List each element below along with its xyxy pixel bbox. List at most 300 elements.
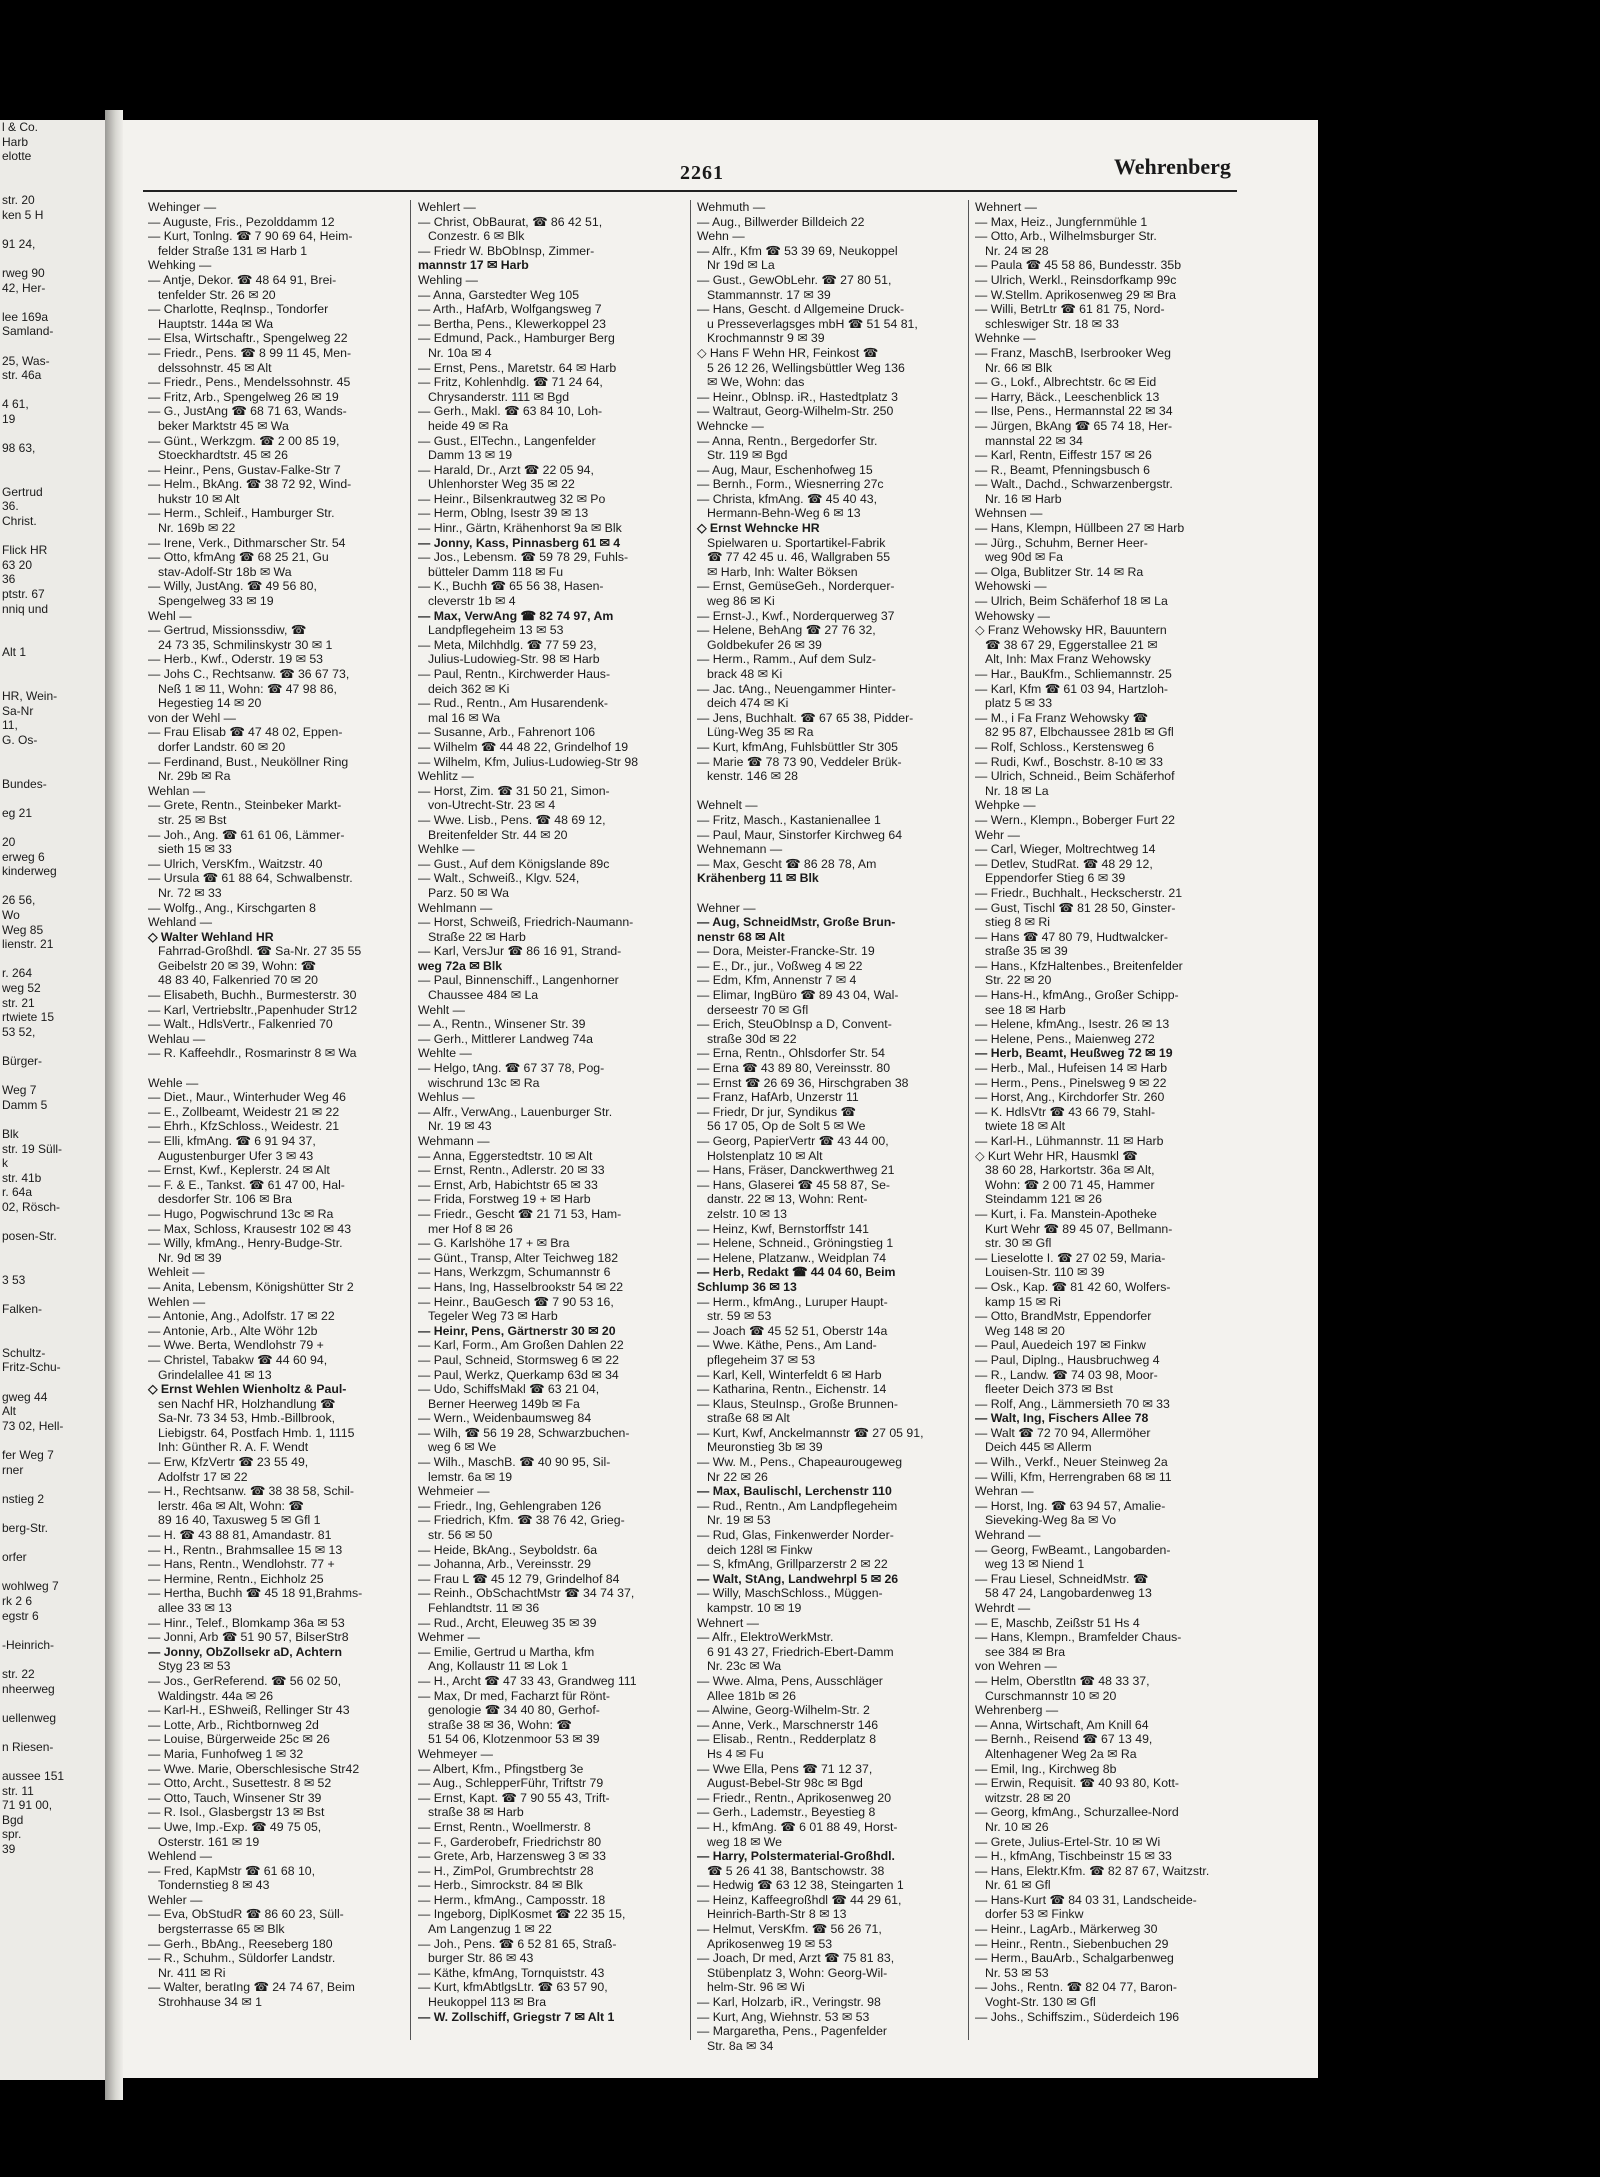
entry-continuation: ☎ 77 42 45 u. 46, Wallgraben 55 [707,550,891,565]
facing-page-text: rner [2,1462,24,1477]
surname-heading: Wehowski — [975,579,1047,594]
facing-page-text: 73 02, Hell- [2,1418,64,1433]
directory-entry: — Karl-H., Lühmannstr. 11 ✉ Harb [975,1134,1164,1148]
surname-heading: Wehncke — [697,418,764,433]
directory-entry: — Wwe. Berta, Wendlohstr 79 + [148,1338,324,1353]
entry-continuation: str. 56 ✉ 50 [428,1528,493,1543]
surname-heading: Wehpke — [975,798,1036,813]
directory-entry: — Wwe. Lisb., Pens. ☎ 48 69 12, [418,812,606,827]
facing-page-text: Christ. [2,514,37,529]
directory-entry: — R. Kaffeehdlr., Rosmarinstr 8 ✉ Wa [148,1046,357,1061]
entry-continuation: mal 16 ✉ Wa [428,710,501,725]
directory-entry: — Wolfg., Ang., Kirschgarten 8 [148,900,316,915]
entry-continuation: Louisen-Str. 110 ✉ 39 [985,1265,1105,1280]
directory-entry: — Herm., BauArb., Schalgarbenweg [975,1951,1174,1966]
surname-heading: Wehle — [148,1075,199,1090]
entry-continuation: deich 128l ✉ Finkw [707,1542,813,1557]
entry-continuation: Lüng-Weg 35 ✉ Ra [707,725,814,740]
facing-page-text: 25, Was- [2,353,50,368]
facing-page-text: eg 21 [2,805,33,820]
entry-continuation: Nr. 66 ✉ Blk [985,360,1053,375]
directory-entry: — Irene, Verk., Dithmarscher Str. 54 [148,535,346,550]
directory-entry: — Edm, Kfm, Annenstr 7 ✉ 4 [697,973,857,988]
facing-page-text [0,762,105,777]
directory-entry: — Louise, Bürgerweide 25c ✉ 26 [148,1732,330,1747]
directory-entry: weg 72a ✉ Blk [418,958,503,973]
entry-continuation: Eppendorfer Stieg 6 ✉ 39 [985,871,1126,886]
directory-entry: — Rudi, Kwf., Boschstr. 8-10 ✉ 33 [975,754,1164,769]
entry-continuation: dorfer Landstr. 60 ✉ 20 [158,739,286,754]
directory-entry: — Walt ☎ 72 70 94, Allermöher [975,1425,1151,1440]
directory-entry: — Gust., ElTechn., Langenfelder [418,433,596,448]
directory-entry: — W. Zollschiff, Griegstr 7 ✉ Alt 1 [418,2009,615,2024]
directory-entry [697,886,947,901]
entry-continuation: Hs 4 ✉ Fu [707,1746,764,1761]
facing-page-text [0,178,105,193]
directory-entry: — G., JustAng ☎ 68 71 63, Wands- [148,404,347,419]
surname-heading: Wehlen — [148,1294,206,1309]
entry-continuation: Straße 22 ✉ Harb [428,929,526,944]
directory-entry: — Max, Heiz., Jungfernmühle 1 [975,214,1148,229]
entry-continuation: Breitenfelder Str. 44 ✉ 20 [428,827,568,842]
directory-entry: — Fritz, Kohlenhdlg. ☎ 71 24 64, [418,375,603,390]
directory-entry: — Aug, SchneidMstr, Große Brun- [697,915,896,930]
entry-continuation: Hermann-Behn-Weg 6 ✉ 13 [707,506,861,521]
directory-entry: — Ernst, Arb, Habichtstr 65 ✉ 33 [418,1177,598,1192]
directory-column-3 [697,200,947,2053]
facing-page-text: ken 5 H [2,207,44,222]
directory-entry: — Kurt, kfmAbtlgsLtr. ☎ 63 57 90, [418,1980,608,1995]
surname-heading: Wehnke — [975,331,1036,346]
entry-continuation: Stübenplatz 3, Wohn: Georg-Wil- [707,1965,888,1980]
directory-entry: — Karl, Rentn, Eiffestr 157 ✉ 26 [975,448,1152,463]
entry-continuation: weg 6 ✉ We [428,1440,497,1455]
entry-continuation: Grindelallee 41 ✉ 13 [158,1367,272,1382]
entry-continuation: straße 38 ✉ Harb [428,1805,524,1820]
entry-continuation: stav-Adolf-Str 18b ✉ Wa [158,564,292,579]
entry-continuation: 24 73 35, Schmilinskystr 30 ✉ 1 [158,637,333,652]
facing-page-text: Sa-Nr [2,703,34,718]
surname-heading: Wehr — [975,827,1020,842]
directory-entry: — G. Karlshöhe 17 + ✉ Bra [418,1236,570,1251]
facing-page-text [0,675,105,690]
directory-entry: — Antonie, Arb., Alte Wöhr 12b [148,1323,318,1338]
directory-entry: — Helene, Pens., Maienweg 272 [975,1031,1155,1046]
surname-heading: Wehleit — [148,1265,205,1280]
directory-entry: — Bernh., Reisend ☎ 67 13 49, [975,1732,1153,1747]
directory-entry: — Rud., Rentn., Am Landpflegeheim [697,1498,898,1513]
directory-entry: — Hans, Elektr.Kfm. ☎ 82 87 67, Waitzstr. [975,1863,1210,1878]
directory-entry: — Hinr., Telef., Blomkamp 36a ✉ 53 [148,1615,345,1630]
entry-continuation: helm-Str. 96 ✉ Wi [707,1980,805,1995]
directory-entry: — H., Rentn., Brahmsallee 15 ✉ 13 [148,1542,343,1557]
directory-entry: — Willi, BetrLtr ☎ 61 81 75, Nord- [975,302,1165,317]
directory-entry: — Walt, Ing, Fischers Allee 78 [975,1411,1149,1426]
facing-page-text: Flick HR [2,543,48,558]
directory-entry: — Max, Dr med, Facharzt für Rönt- [418,1688,611,1703]
entry-continuation: Deich 445 ✉ Allerm [985,1440,1092,1455]
facing-page-text [0,1375,105,1390]
directory-entry: — Gust., Auf dem Königslande 89c [418,856,610,871]
entry-continuation: Steindamm 121 ✉ 26 [985,1192,1102,1207]
entry-continuation: Nr. 23c ✉ Wa [707,1659,782,1674]
page-number: 2261 [680,162,724,184]
surname-heading: Wehling — [418,272,478,287]
entry-continuation: ✉ We, Wohn: das [707,375,805,390]
directory-entry: — Gertrud, Missionssdiw, ☎ [148,623,307,638]
facing-page-text [0,821,105,836]
surname-heading: von Wehren — [975,1659,1057,1674]
surname-heading: Wehowsky — [975,608,1050,623]
facing-page-text: Damm 5 [2,1097,48,1112]
entry-continuation: Julius-Ludowieg-Str. 98 ✉ Harb [428,652,600,667]
entry-continuation: Fahrrad-Großhdl. ☎ Sa-Nr. 27 35 55 [158,944,362,959]
entry-continuation: see 18 ✉ Harb [985,1002,1066,1017]
directory-entry: — A., Rentn., Winsener Str. 39 [418,1017,586,1032]
directory-entry: — Jonny, ObZollsekr aD, Achtern [148,1644,343,1659]
entry-continuation: Neß 1 ✉ 11, Wohn: ☎ 47 98 86, [158,681,337,696]
directory-entry: — Herb, Redakt ☎ 44 04 60, Beim [697,1265,896,1280]
directory-entry: — Willy, kfmAng., Henry-Budge-Str. [148,1236,343,1251]
surname-heading: Wehlt — [418,1002,465,1017]
surname-heading: Wehlert — [418,200,476,214]
directory-entry: — Walter, beratIng ☎ 24 74 67, Beim [148,1980,355,1995]
directory-entry: — Hans-H., kfmAng., Großer Schipp- [975,988,1179,1003]
facing-page-text: Bürger- [2,1054,43,1068]
directory-entry: — Rud., Rentn., Am Husarendenk- [418,696,609,711]
directory-entry: — Jonny, Kass, Pinnasberg 61 ✉ 4 [418,535,621,550]
directory-entry: — Aug., SchlepperFühr, Triftstr 79 [418,1776,604,1791]
facing-page-text: uellenweg [2,1710,57,1725]
directory-entry: — Jonni, Arb ☎ 51 90 57, BilserStr8 [148,1630,349,1645]
facing-page-text: Weg 7 [2,1083,37,1098]
directory-entry: — Helene, Schneid., Gröningstieg 1 [697,1236,894,1251]
entry-continuation: burger Str. 86 ✉ 43 [428,1951,534,1966]
directory-entry: — Ernst, Kapt. ☎ 7 90 55 43, Trift- [418,1790,610,1805]
entry-continuation: kamp 15 ✉ Ri [985,1294,1061,1309]
directory-entry: — Otto, Archt., Susettestr. 8 ✉ 52 [148,1776,332,1791]
directory-entry: — Wwe. Alma, Pens, Ausschläger [697,1673,883,1688]
entry-continuation: pflegeheim 37 ✉ 53 [707,1352,816,1367]
facing-page-text [0,1755,105,1770]
directory-entry: — Walt., Dachd., Schwarzenbergstr. [975,477,1173,492]
entry-continuation: Adolfstr 17 ✉ 22 [158,1469,248,1484]
directory-entry: — Herb., Simrockstr. 84 ✉ Blk [418,1878,583,1893]
directory-entry: — Karl, VersJur ☎ 86 16 91, Strand- [418,944,622,959]
facing-page-text: kinderweg [2,864,57,879]
directory-entry: — Ehrh., KfzSchloss., Weidestr. 21 [148,1119,340,1134]
directory-entry: — Friedr., Ing, Gehlengraben 126 [418,1498,602,1513]
directory-entry: — Christa, kfmAng. ☎ 45 40 43, [697,491,878,506]
directory-entry: — Wilhelm, Kfm, Julius-Ludowieg-Str 98 [418,754,639,769]
directory-entry: — Wern., Klempn., Boberger Furt 22 [975,812,1176,827]
surname-heading: Wehnert — [975,200,1037,214]
directory-entry: — Hermine, Rentn., Eichholz 25 [148,1571,324,1586]
directory-entry: — Helm, Oberstltn ☎ 48 33 37, [975,1673,1150,1688]
directory-entry: — Herb., Mal., Hufeisen 14 ✉ Harb [975,1061,1168,1076]
facing-page-text [0,1477,105,1492]
entry-continuation: straße 35 ✉ 39 [985,944,1068,959]
facing-page-text: 20 [2,835,16,850]
directory-entry: — Wilh., MaschB. ☎ 40 90 95, Sil- [418,1455,611,1470]
directory-entry: — Erna ☎ 43 89 80, Vereinsstr. 80 [697,1061,891,1076]
surname-heading: Wehmann — [418,1134,490,1148]
directory-entry: — Otto, Tauch, Winsener Str 39 [148,1790,322,1805]
facing-page-text [0,1725,105,1740]
directory-entry: — Eva, ObStudR ☎ 86 60 23, Süll- [148,1907,344,1922]
surname-heading: Wehran — [975,1484,1034,1499]
facing-page-text [0,1244,105,1259]
directory-entry: — Herm., kfmAng., Camposstr. 18 [418,1892,606,1907]
directory-entry: — Helene, Platzanw., Weidplan 74 [697,1250,887,1265]
directory-entry: — Anne, Verk., Marschnerstr 146 [697,1717,879,1732]
facing-page-text: 42, Her- [2,280,46,295]
directory-entry: — Herb, Beamt, Heußweg 72 ✉ 19 [975,1046,1173,1061]
directory-entry: — H., kfmAng, Tischbeinstr 15 ✉ 33 [975,1849,1172,1864]
entry-continuation: lerstr. 46a ✉ Alt, Wohn: ☎ [158,1498,304,1513]
directory-entry: — Antje, Dekor. ☎ 48 64 91, Brei- [148,272,337,287]
entry-continuation: Parz. 50 ✉ Wa [428,885,509,900]
entry-continuation: Nr. 29b ✉ Ra [158,769,231,784]
surname-heading: Wehlmann — [418,900,493,915]
facing-page-text: r. 264 [2,966,33,981]
directory-entry: — Udo, SchiffsMakl ☎ 63 21 04, [418,1382,600,1397]
directory-entry: — Jos., GerReferend. ☎ 56 02 50, [148,1673,342,1688]
surname-heading: Wehland — [148,915,213,930]
directory-entry: — Karl-H., EShweiß, Rellinger Str 43 [148,1703,350,1718]
directory-entry: — Anna, Wirtschaft, Am Knill 64 [975,1717,1149,1732]
facing-page-text: aussee 151 [2,1769,65,1784]
facing-page-text: 26 56, [2,893,36,908]
directory-entry: — H. ☎ 43 88 81, Amandastr. 81 [148,1528,332,1543]
directory-entry: — Kurt, Kwf, Anckelmannstr ☎ 27 05 91, [697,1425,924,1440]
facing-page-text: nstieg 2 [2,1491,45,1506]
facing-page-text [0,295,105,310]
directory-entry: — Karl, Kell, Winterfeldt 6 ✉ Harb [697,1367,882,1382]
entry-continuation: u Presseverlagsges mbH ☎ 51 54 81, [707,316,918,331]
facing-page-text: egstr 6 [2,1608,39,1623]
directory-entry: — Katharina, Rentn., Eichenstr. 14 [697,1382,887,1397]
entry-continuation: 38 60 28, Harkortstr. 36a ✉ Alt, [985,1163,1155,1178]
directory-entry: — Franz, HafArb, Unzerstr 11 [697,1090,859,1105]
directory-entry: — Günt., Transp, Alter Teichweg 182 [418,1250,619,1265]
facing-page-text: 39 [2,1842,16,1857]
facing-page-text: 19 [2,411,16,426]
entry-continuation: 5 26 12 26, Wellingsbüttler Weg 136 [707,360,905,375]
entry-continuation: Damm 13 ✉ 19 [428,448,513,463]
entry-continuation: str. 25 ✉ Bst [158,812,227,827]
directory-entry: — Willy, MaschSchloss., Müggen- [697,1586,883,1601]
directory-entry: — Wwe. Käthe, Pens., Am Land- [697,1338,877,1353]
entry-continuation: schleswiger Str. 18 ✉ 33 [985,316,1120,331]
directory-entry: — Rud., Archt, Eleuweg 35 ✉ 39 [418,1615,597,1630]
facing-page-text: spr. [2,1827,22,1842]
entry-continuation: Heinrich-Barth-Str 8 ✉ 13 [707,1907,847,1922]
directory-entry: — G., Lokf., Albrechtstr. 6c ✉ Eid [975,375,1157,390]
entry-continuation: Nr. 16 ✉ Harb [985,491,1062,506]
directory-entry: — Harry, Bäck., Leeschenblick 13 [975,389,1160,404]
directory-entry: — Albert, Kfm., Pfingstberg 3e [418,1761,584,1776]
directory-entry: — Jos., Lebensm. ☎ 59 78 29, Fuhls- [418,550,629,565]
directory-entry: — Otto, kfmAng ☎ 68 25 21, Gu [148,550,329,565]
facing-page-text [0,164,105,179]
directory-entry: — Elisabeth, Buchh., Burmesterstr. 30 [148,988,357,1003]
directory-entry: — Wern., Weidenbaumsweg 84 [418,1411,592,1426]
directory-entry: ◇ Kurt Wehr HR, Hausmkl ☎ [975,1148,1138,1163]
directory-entry: — Hertha, Buchh ☎ 45 18 91,Brahms- [148,1586,363,1601]
directory-entry: — Carl, Wieger, Moltrechtweg 14 [975,842,1156,857]
directory-entry: — Friedr, Dr jur, Syndikus ☎ [697,1104,856,1119]
entry-continuation: Aprikosenweg 19 ✉ 53 [707,1936,833,1951]
directory-entry: — Horst, Zim. ☎ 31 50 21, Simon- [418,783,610,798]
directory-entry: — Ernst, Rentn., Adlerstr. 20 ✉ 33 [418,1163,605,1178]
entry-continuation: weg 86 ✉ Ki [707,594,775,609]
entry-continuation: Landpflegeheim 13 ✉ 53 [428,623,564,638]
facing-page-text: Schultz- [2,1345,46,1360]
facing-page-text [0,470,105,485]
entry-continuation: Spengelweg 33 ✉ 19 [158,594,274,609]
directory-entry: — Aug., Billwerder Billdeich 22 [697,214,865,229]
directory-entry: — Klaus, SteuInsp., Große Brunnen- [697,1396,898,1411]
entry-continuation: von-Utrecht-Str. 23 ✉ 4 [428,798,556,813]
directory-entry: — Erw, KfzVertr ☎ 23 55 49, [148,1455,309,1470]
directory-entry: — Lieselotte I. ☎ 27 02 59, Maria- [975,1250,1166,1265]
facing-page-text: k [2,1156,8,1171]
surname-heading: Wehnemann — [697,842,783,857]
entry-continuation: 51 54 06, Klotzenmoor 53 ✉ 39 [428,1732,600,1747]
facing-page-text [0,426,105,441]
directory-entry: — Otto, BrandMstr, Eppendorfer [975,1309,1152,1324]
entry-continuation: weg 18 ✉ We [707,1834,783,1849]
facing-page-text: rweg 90 [2,265,45,280]
directory-entry: — Friedr., Buchhalt., Heckscherstr. 21 [975,885,1183,900]
facing-page-text: ptstr. 67 [2,587,45,601]
entry-continuation: weg 13 ✉ Niend 1 [985,1557,1085,1572]
directory-entry: — Waltraut, Georg-Wilhelm-Str. 250 [697,404,894,419]
directory-entry: — Franz, MaschB, Iserbrooker Weg [975,345,1171,360]
directory-entry: — Har., BauKfm., Schliemannstr. 25 [975,667,1172,681]
entry-continuation: Styg 23 ✉ 53 [158,1659,231,1674]
surname-heading: Wehler — [148,1892,203,1907]
entry-continuation: 58 47 24, Langobardenweg 13 [985,1586,1152,1601]
directory-entry: — Paul, Maur, Sinstorfer Kirchweg 64 [697,827,903,842]
entry-continuation: genologie ☎ 34 40 80, Gerhof- [428,1703,600,1718]
directory-entry: — Ernst-J., Kwf., Norderquerweg 37 [697,608,895,623]
entry-continuation: Nr. 10a ✉ 4 [428,345,492,360]
entry-continuation: cleverstr 1b ✉ 4 [428,594,516,609]
directory-entry: — Harry, Polstermaterial-Großhdl. [697,1849,895,1864]
directory-entry: — Gust., GewObLehr. ☎ 27 80 51, [697,272,892,287]
directory-entry: — Johs., Rentn. ☎ 82 04 77, Baron- [975,1980,1177,1995]
directory-entry: — Georg, kfmAng., Schurzallee-Nord [975,1805,1179,1820]
directory-entry: — Hans, Rentn., Wendlohstr. 77 + [148,1557,335,1572]
entry-continuation: Holstenplatz 10 ✉ Alt [707,1148,823,1163]
entry-continuation: mer Hof 8 ✉ 26 [428,1221,513,1236]
facing-page-text: lee 169a [2,309,49,324]
facing-page-text: 36 [2,572,16,587]
column-divider [690,200,691,2040]
directory-entry: — Rolf, Schloss., Kerstensweg 6 [975,739,1155,754]
directory-entry: — Herm., kfmAng., Luruper Haupt- [697,1294,888,1309]
directory-entry: — Susanne, Arb., Fahrenort 106 [418,725,596,740]
directory-entry: — Alwine, Georg-Wilhelm-Str. 2 [697,1703,870,1718]
directory-entry: — K. HdlsVtr ☎ 43 66 79, Stahl- [975,1104,1156,1119]
entry-continuation: desdorfer Str. 106 ✉ Bra [158,1192,293,1207]
directory-entry: — Heinz, Kwf, Bernstorffstr 141 [697,1221,869,1236]
directory-entry: — Christ, ObBaurat, ☎ 86 42 51, [418,214,603,229]
directory-entry: — Ingeborg, DiplKosmet ☎ 22 35 15, [418,1907,626,1922]
directory-entry: Krähenberg 11 ✉ Blk [697,871,819,886]
facing-page-text: Samland- [2,324,54,339]
entry-continuation: str. 30 ✉ Gfl [985,1236,1052,1251]
directory-entry: — Heinr., LagArb., Märkerweg 30 [975,1922,1158,1937]
directory-entry: — S, kfmAng, Grillparzerstr 2 ✉ 22 [697,1557,888,1572]
directory-entry: — Herb., Kwf., Oderstr. 19 ✉ 53 [148,652,324,667]
entry-continuation: 89 16 40, Taxusweg 5 ✉ Gfl 1 [158,1513,321,1528]
directory-entry: — Heinr., Rentn., Siebenbuchen 29 [975,1936,1169,1951]
entry-continuation: heide 49 ✉ Ra [428,418,509,433]
facing-page-text: rk 2 6 [2,1593,33,1608]
directory-entry: — Wilh, ☎ 56 19 28, Schwarzbuchen- [418,1425,630,1440]
entry-continuation: Inh: Günther R. A. F. Wendt [158,1440,309,1455]
directory-entry: — Helene, BehAng ☎ 27 76 32, [697,623,876,638]
directory-entry: — Ulrich, Beim Schäferhof 18 ✉ La [975,594,1168,609]
surname-heading: Wehlau — [148,1031,206,1046]
facing-page-text: 63 20 [2,557,33,572]
entry-continuation: Am Langenzug 1 ✉ 22 [428,1922,552,1937]
directory-entry: — Friedr., Pens., Mendelssohnstr. 45 [148,375,351,390]
directory-entry: — Kurt, Tonlng. ☎ 7 90 69 64, Heim- [148,229,353,244]
facing-page-text: Falken- [2,1302,43,1317]
directory-entry: — Fritz, Masch., Kastanienallee 1 [697,812,881,827]
facing-page-text [0,1317,105,1332]
entry-continuation: ✉ Harb, Inh: Walter Böksen [707,564,858,579]
facing-page-text: orfer [2,1550,27,1565]
entry-continuation: Str. 8a ✉ 34 [707,2038,774,2053]
directory-entry: — Grete, Rentn., Steinbeker Markt- [148,798,342,813]
directory-entry: — Fred, KapMstr ☎ 61 68 10, [148,1863,316,1878]
entry-continuation: dorfer 53 ✉ Finkw [985,1907,1084,1922]
directory-entry: — Joach, Dr med, Arzt ☎ 75 81 83, [697,1951,895,1966]
directory-entry: — Heinr., BauGesch ☎ 7 90 53 16, [418,1294,614,1309]
directory-column-2 [418,200,668,2040]
directory-entry: — Gerh., Lademstr., Beyestieg 8 [697,1805,876,1820]
facing-page-text: str. 22 [2,1666,35,1681]
entry-continuation: Nr 22 ✉ 26 [707,1469,768,1484]
entry-continuation: sieth 15 ✉ 33 [158,842,232,857]
entry-continuation: Tondernstieg 8 ✉ 43 [158,1878,270,1893]
entry-continuation: Nr 19d ✉ La [707,258,775,273]
directory-entry: — Erwin, Requisit. ☎ 40 93 80, Kott- [975,1776,1179,1791]
facing-page-text [0,1288,105,1303]
directory-entry: — Fritz, Arb., Spengelweg 26 ✉ 19 [148,389,339,404]
directory-entry: — M., i Fa Franz Wehowsky ☎ [975,710,1148,725]
directory-entry [148,1061,398,1076]
directory-entry: — Hans, Ing, Hasselbrookstr 54 ✉ 22 [418,1279,624,1294]
entry-continuation: Spielwaren u. Sportartikel-Fabrik [707,535,886,550]
directory-entry: — Alfr., VerwAng., Lauenburger Str. [418,1104,613,1119]
directory-entry: Schlump 36 ✉ 13 [697,1279,797,1294]
entry-continuation: 82 95 87, Elbchaussee 281b ✉ Gfl [985,725,1174,740]
facing-page-text [0,791,105,806]
directory-entry: — Ursula ☎ 61 88 64, Schwalbenstr. [148,871,353,886]
entry-continuation: Augustenburger Ufer 3 ✉ 43 [158,1148,314,1163]
directory-entry: — Herm., Pens., Pinelsweg 9 ✉ 22 [975,1075,1167,1090]
directory-entry: — Gerh., Makl. ☎ 63 84 10, Loh- [418,404,603,419]
directory-entry: — Harald, Dr., Arzt ☎ 22 05 94, [418,462,594,477]
directory-entry: — Karl, Kfm ☎ 61 03 94, Hartzloh- [975,681,1169,696]
facing-page-text [0,631,105,646]
